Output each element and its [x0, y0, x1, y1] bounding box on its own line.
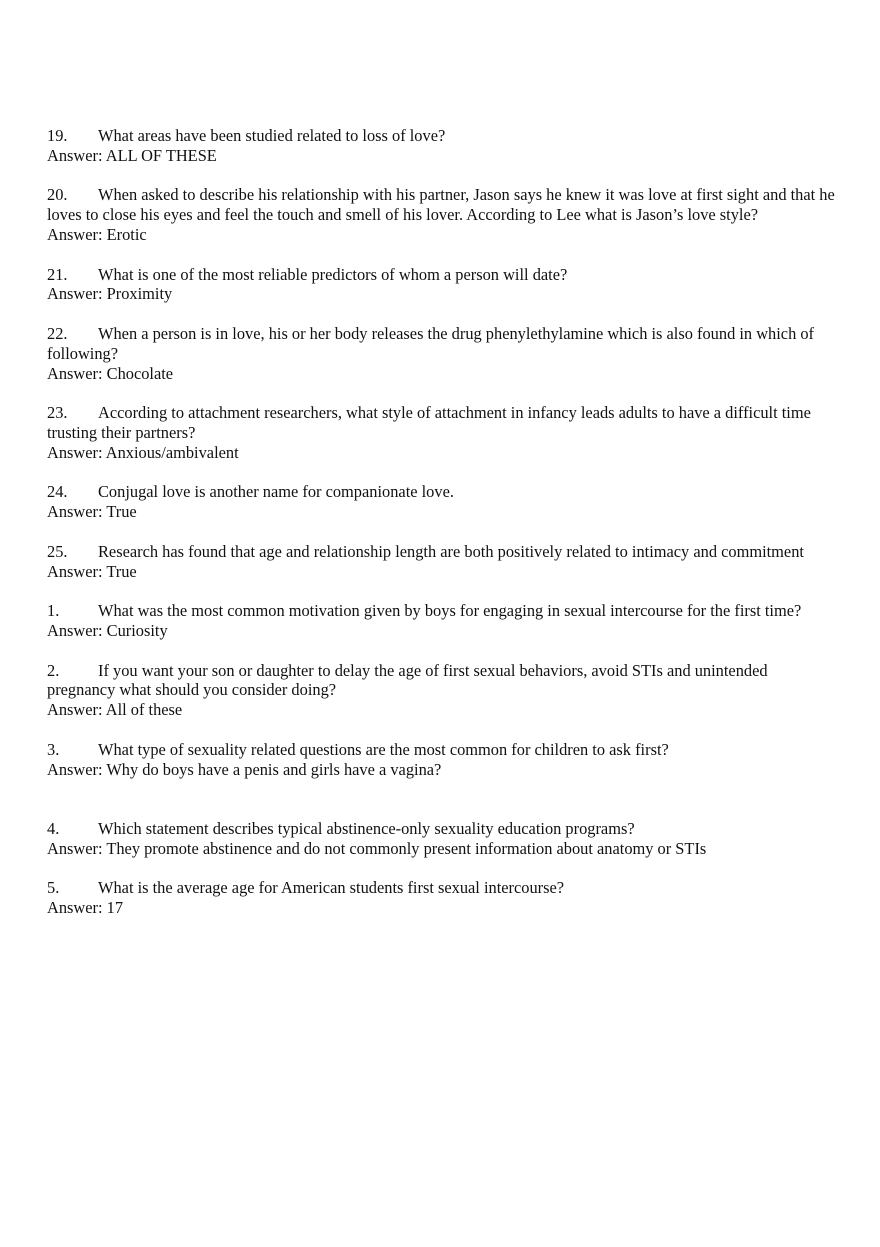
question-text: [47, 878, 839, 898]
question-body: What areas have been studied related to loss of love?: [98, 126, 446, 145]
question-text: [47, 542, 839, 562]
question-number: 19.: [47, 126, 68, 145]
question-number: 1.: [47, 601, 60, 621]
question-body: When asked to describe his relationship with his partner, Jason says he knew it was love at first sight and that he loves to close his eyes and feel the touch and smell of his lover. According to Lee what is Jason’s love style?: [47, 185, 835, 225]
question-text: [47, 601, 839, 621]
question-list: [47, 126, 839, 938]
question-item: [47, 185, 839, 244]
question-text: [47, 819, 839, 839]
question-item: [47, 324, 839, 383]
question-body: When a person is in love, his or her body releases the drug phenylethylamine which is also found in which of following?: [47, 323, 815, 363]
question-body: What was the most common motivation given by boys for engaging in sexual intercourse for the first time?: [98, 601, 802, 621]
question-body: What is one of the most reliable predictors of whom a person will date?: [98, 264, 568, 284]
answer-text: Answer: Anxious/ambivalent: [47, 442, 239, 462]
answer-text: Answer: Erotic: [47, 224, 147, 244]
question-item: [47, 878, 839, 918]
question-number: 23.: [47, 403, 68, 423]
question-item: [47, 403, 839, 462]
answer-text: Answer: 17: [47, 898, 124, 918]
answer-text: Answer: True: [47, 502, 137, 522]
answer-text: Answer: Chocolate: [47, 363, 174, 383]
question-text: [47, 740, 839, 760]
question-number: 24.: [47, 482, 68, 502]
question-number: 2.: [47, 660, 60, 680]
question-body: Conjugal love is another name for companionate love.: [98, 482, 454, 502]
answer-text: Answer: True: [47, 561, 137, 581]
question-text: [47, 126, 839, 146]
question-body: What type of sexuality related questions are the most common for children to ask first?: [98, 739, 669, 759]
answer-text: Answer: They promote abstinence and do not commonly present information about anatomy or STIs: [47, 838, 707, 858]
question-item: [47, 601, 839, 641]
answer-text: Answer: All of these: [47, 700, 183, 720]
question-text: [47, 661, 839, 701]
question-text: [47, 185, 839, 225]
question-item: [47, 542, 839, 582]
question-body: Research has found that age and relationship length are both positively related to intimacy and commitment: [98, 541, 804, 561]
question-text: [47, 482, 839, 502]
question-item: [47, 482, 839, 522]
question-body: If you want your son or daughter to delay the age of first sexual behaviors, avoid STIs and unintended pregnancy what should you consider doing?: [47, 660, 768, 700]
answer-text: Answer: ALL OF THESE: [47, 145, 217, 165]
question-number: 4.: [47, 818, 60, 838]
question-body: What is the average age for American students first sexual intercourse?: [98, 878, 565, 898]
question-number: 3.: [47, 739, 60, 759]
question-number: 22.: [47, 323, 68, 343]
question-text: [47, 265, 839, 285]
question-text: [47, 324, 839, 364]
question-item: [47, 265, 839, 305]
question-number: 25.: [47, 541, 68, 561]
question-item: [47, 740, 839, 780]
question-number: 20.: [47, 185, 68, 205]
answer-text: Answer: Why do boys have a penis and girls have a vagina?: [47, 759, 442, 779]
question-body: Which statement describes typical abstinence-only sexuality education programs?: [98, 818, 635, 838]
question-item: [47, 126, 839, 166]
question-item: [47, 819, 839, 859]
question-number: 21.: [47, 264, 68, 284]
question-item: [47, 661, 839, 720]
question-body: According to attachment researchers, what style of attachment in infancy leads adults to have a difficult time trusting their partners?: [47, 403, 811, 442]
question-number: 5.: [47, 878, 60, 898]
question-text: [47, 403, 839, 443]
answer-text: Answer: Proximity: [47, 284, 173, 304]
answer-text: Answer: Curiosity: [47, 620, 168, 640]
